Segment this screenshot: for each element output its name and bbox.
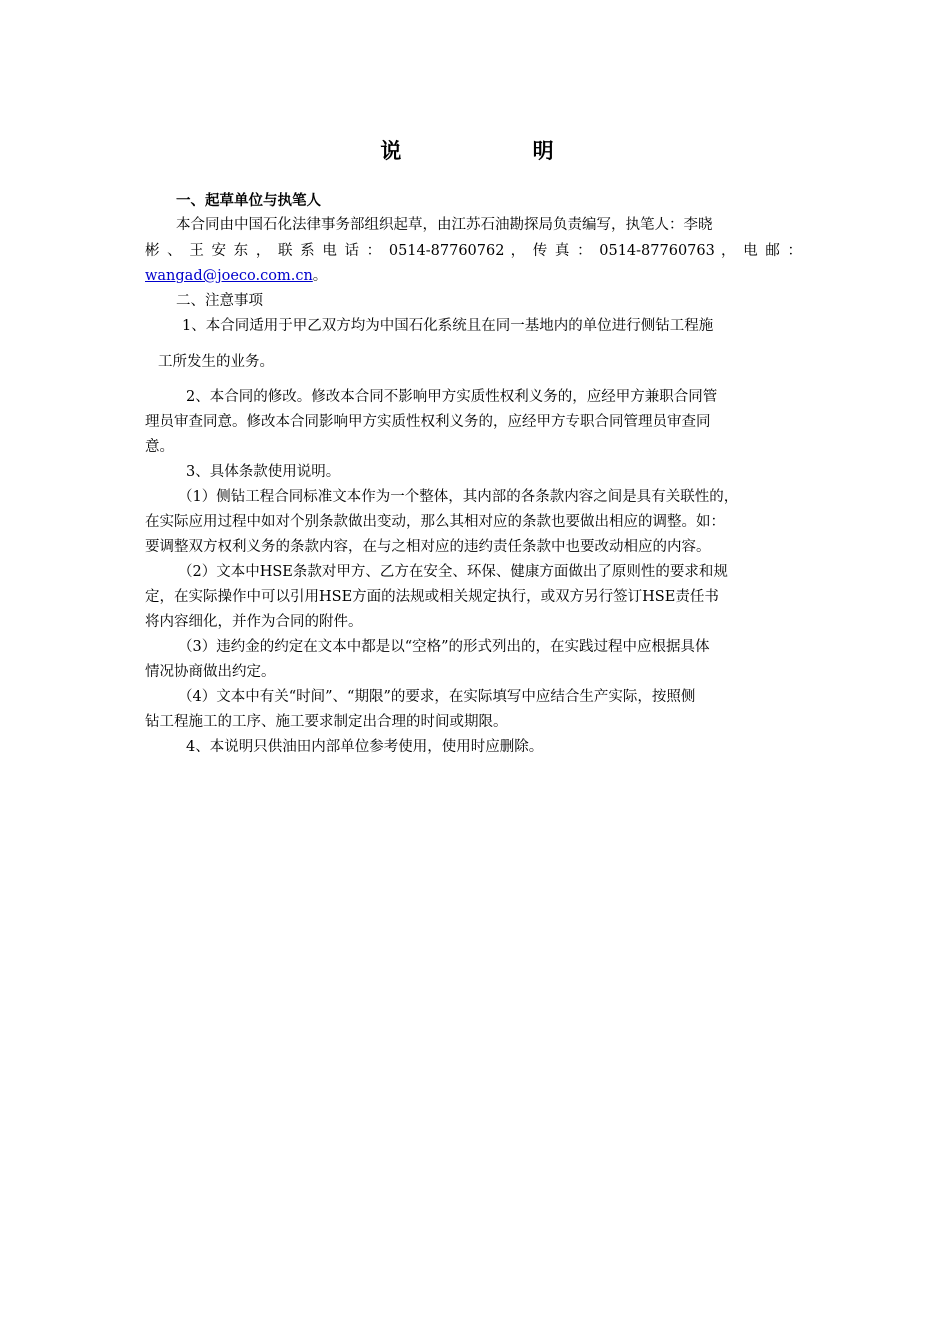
item-2-line-3: 意。 <box>145 439 174 455</box>
section-1-heading: 一、起草单位与执笔人 <box>176 192 321 209</box>
item-3-sub-2-line-3: 将内容细化，并作为合同的附件。 <box>145 614 363 630</box>
item-1-line-1: 1、本合同适用于甲乙双方均为中国石化系统且在同一基地内的单位进行侧钻工程施 <box>182 318 714 334</box>
item-1-line-2: 工所发生的业务。 <box>158 354 274 370</box>
item-3-sub-3-line-2: 情况协商做出约定。 <box>145 664 276 680</box>
item-3-sub-4-line-1: （4）文本中有关“时间”、“期限”的要求，在实际填写中应结合生产实际，按照侧 <box>178 689 696 705</box>
item-3-sub-1-line-3: 要调整双方权利义务的条款内容，在与之相对应的违约责任条款中也要改动相应的内容。 <box>145 539 711 555</box>
item-2-line-1: 2、本合同的修改。修改本合同不影响甲方实质性权利义务的，应经甲方兼职合同管 <box>186 389 718 405</box>
section-2-heading: 二、注意事项 <box>176 293 263 309</box>
item-3-sub-3-line-1: （3）违约金的约定在文本中都是以“空格”的形式列出的，在实践过程中应根据具体 <box>178 639 710 655</box>
item-3-sub-1-line-1: （1）侧钻工程合同标准文本作为一个整体，其内部的各条款内容之间是具有关联性的， <box>178 489 739 505</box>
item-2-line-2: 理员审查同意。修改本合同影响甲方实质性权利义务的，应经甲方专职合同管理员审查同 <box>145 414 711 430</box>
item-3-heading: 3、具体条款使用说明。 <box>186 464 341 480</box>
email-link[interactable]: wangad@joeco.com.cn <box>145 268 313 284</box>
item-3-sub-4-line-2: 钻工程施工的工序、施工要求制定出合理的时间或期限。 <box>145 714 508 730</box>
item-3-sub-2-line-2: 定，在实际操作中可以引用HSE方面的法规或相关规定执行，或双方另行签订HSE责任书 <box>145 589 719 605</box>
section-1-line-2: 彬 、 王 安 东 ， 联 系 电 话 ： 0514-87760762 ， 传 真 ： 0514-87760763 ， 电 邮 ： <box>145 243 802 259</box>
section-1-email-line <box>145 266 327 286</box>
section-1-line-1: 本合同由中国石化法律事务部组织起草，由江苏石油勘探局负责编写，执笔人：李晓 <box>176 217 713 233</box>
item-4: 4、本说明只供油田内部单位参考使用，使用时应删除。 <box>186 739 544 755</box>
email-suffix: 。 <box>312 268 328 284</box>
item-3-sub-2-line-1: （2）文本中HSE条款对甲方、乙方在安全、环保、健康方面做出了原则性的要求和规 <box>178 564 728 580</box>
page-title: 说 明 <box>380 138 616 163</box>
item-3-sub-1-line-2: 在实际应用过程中如对个别条款做出变动，那么其相对应的条款也要做出相应的调整。如： <box>145 514 725 530</box>
